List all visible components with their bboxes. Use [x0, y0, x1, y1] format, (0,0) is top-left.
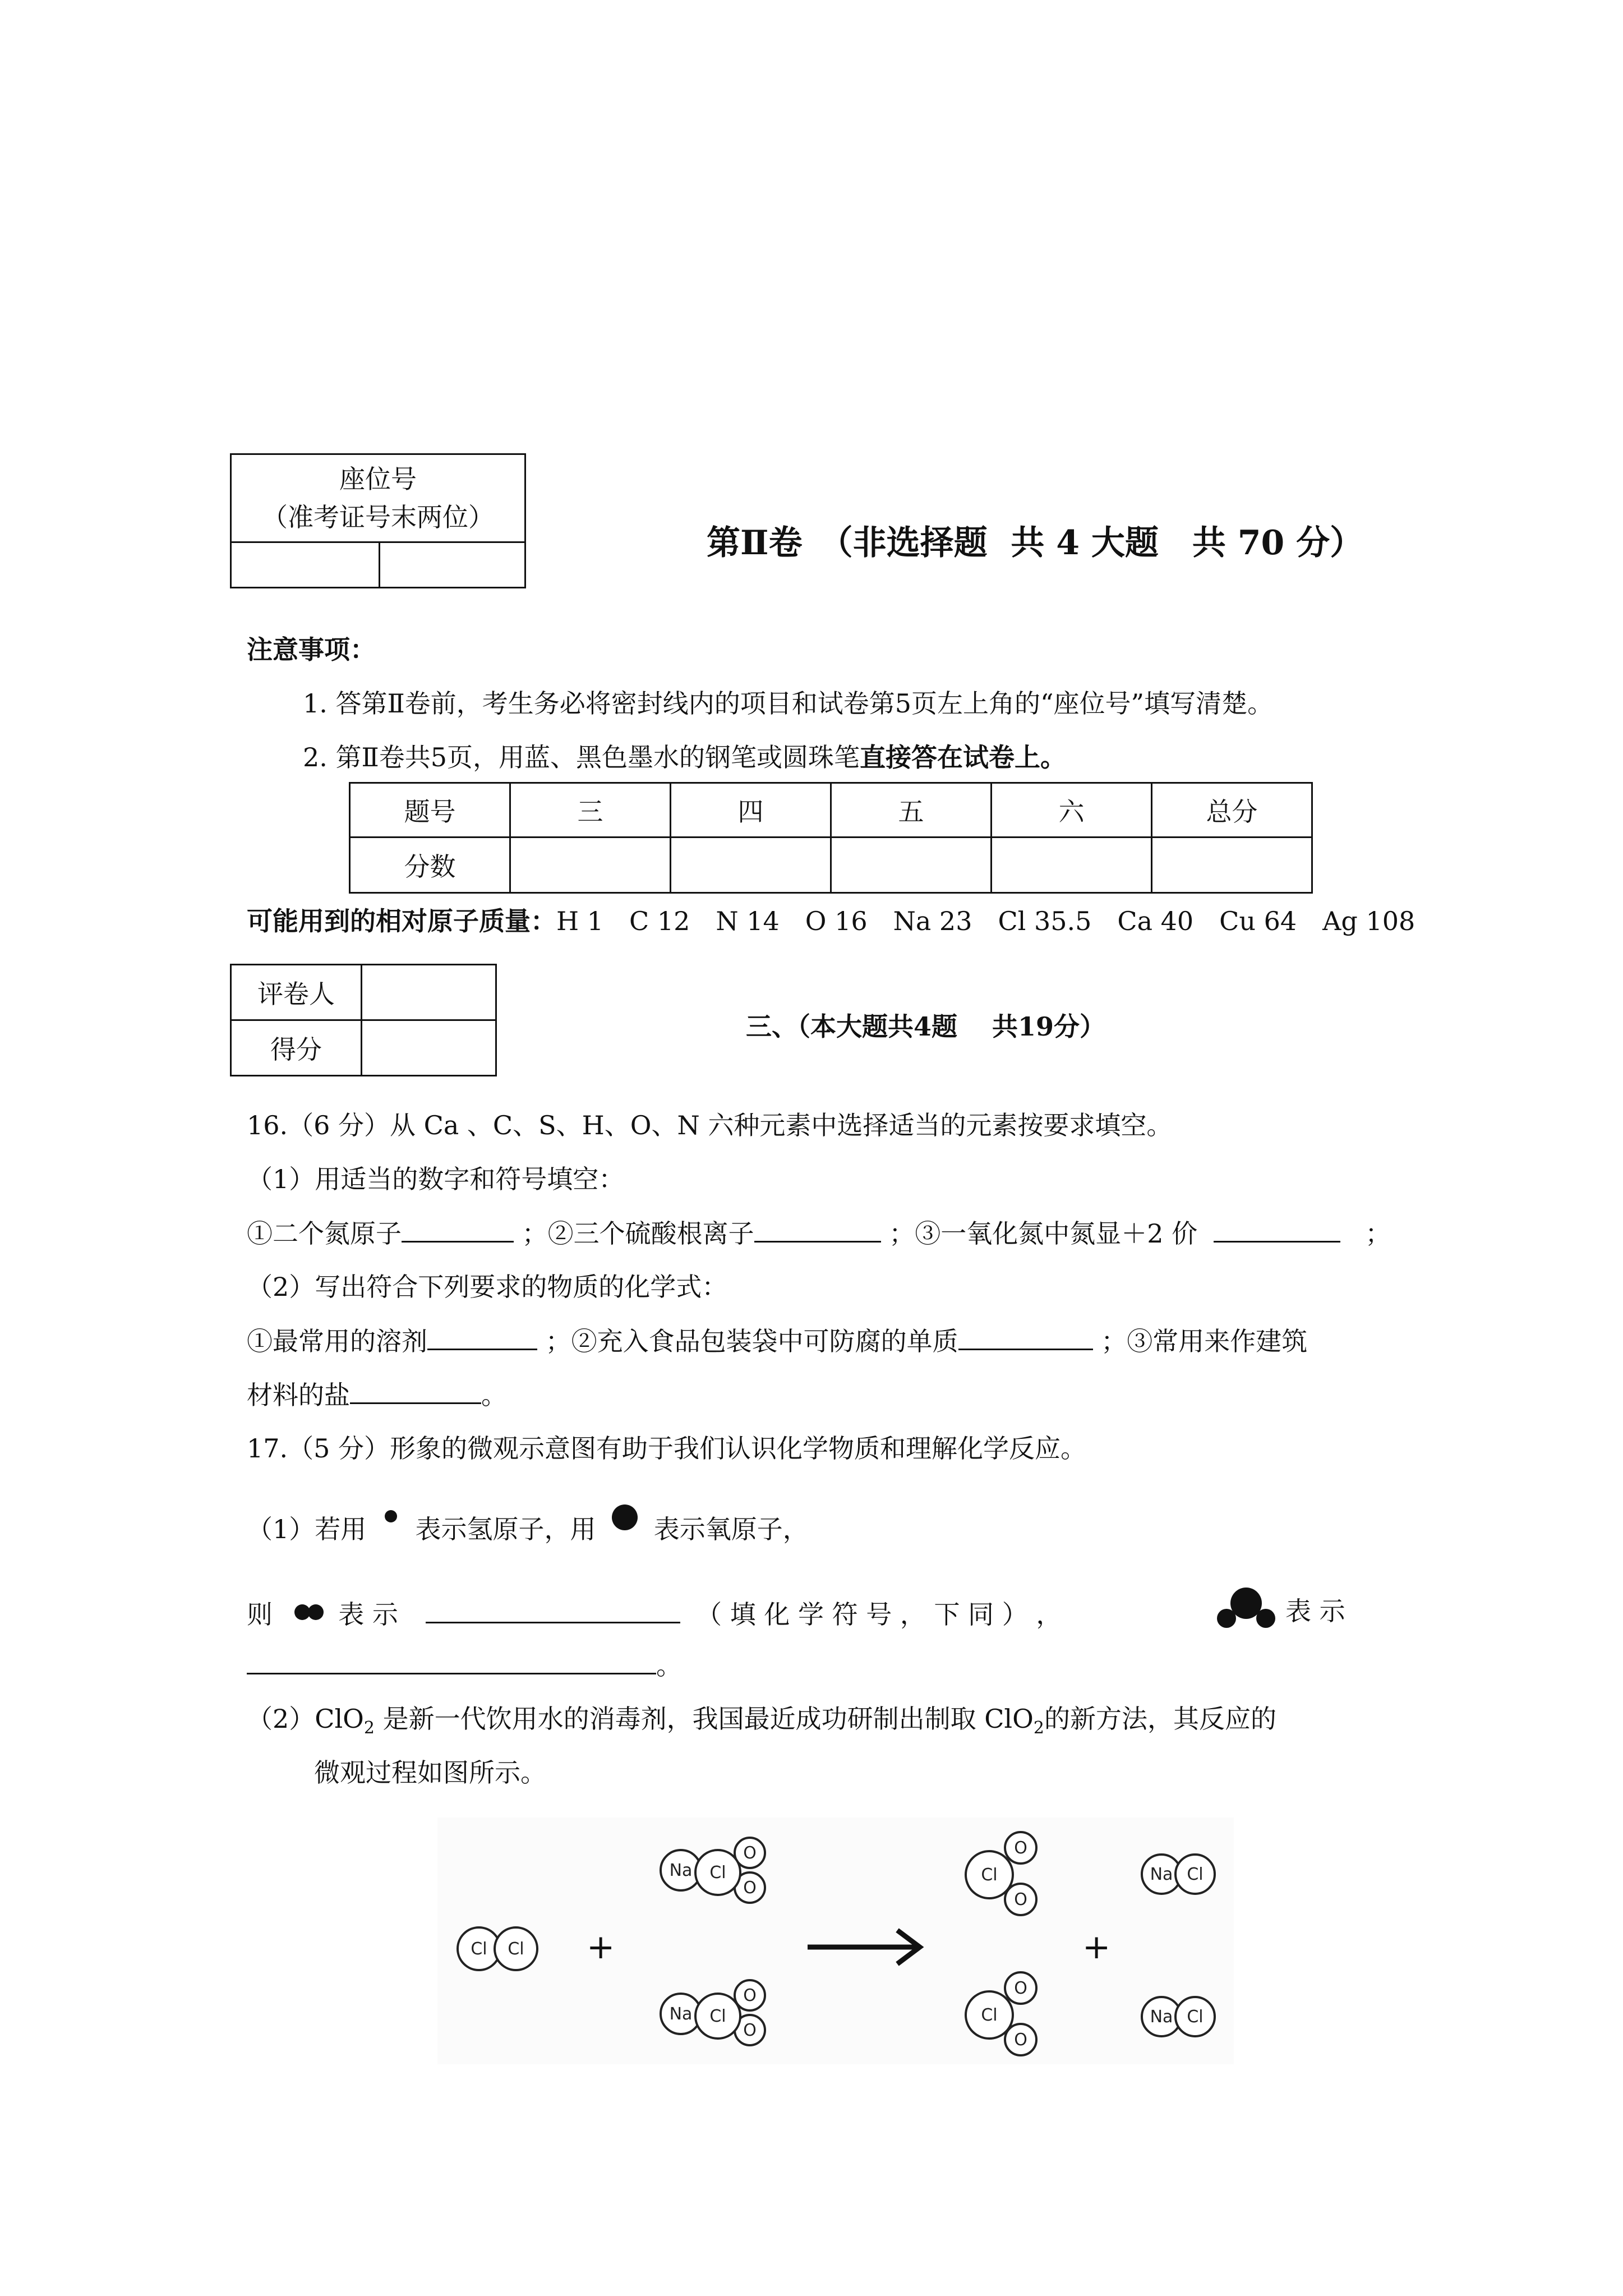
- plus-sign: +: [1082, 1927, 1111, 1967]
- reaction-diagram: [437, 1818, 1234, 2064]
- score-header-cell: 总分: [1152, 783, 1312, 838]
- score-header-cell: 题号: [350, 783, 510, 838]
- answer-blank[interactable]: [958, 1324, 1093, 1350]
- notes-heading: 注意事项：: [247, 634, 376, 665]
- q16-part1: （1）用适当的数字和符号填空：: [247, 1164, 625, 1194]
- cl-atom: Cl: [965, 1850, 1014, 1899]
- cl-atom: Cl: [965, 1990, 1014, 2040]
- score-header-cell: 六: [992, 783, 1152, 838]
- water-molecule-icon: [1212, 1588, 1274, 1632]
- score-row-label: 分数: [350, 838, 510, 893]
- q16-part2: （2）写出符合下列要求的物质的化学式：: [247, 1272, 728, 1302]
- score-label: 得分: [231, 1020, 362, 1076]
- answer-blank[interactable]: [754, 1216, 881, 1243]
- q17-part1-line: 则 表 示 （ 填 化 学 符 号 ， 下 同 ） ，: [247, 1594, 1380, 1631]
- volume-title: 第Ⅱ卷 （非选择题 共 4 大题 共 70 分）: [707, 523, 1364, 563]
- score-cell[interactable]: [671, 838, 831, 893]
- o-atom: O: [734, 2014, 766, 2046]
- score-header-cell: 五: [831, 783, 992, 838]
- q17-part2: （2）ClO$_2$ 是新一代饮用水的消毒剂，我国最近成功研制出制取 ClO$_2$的新方法，其反应的: [247, 1704, 1276, 1738]
- hydrogen-atom-icon: [385, 1510, 397, 1522]
- score-header-cell: 四: [671, 783, 831, 838]
- grader-field[interactable]: [362, 965, 496, 1020]
- q17-biaoshi-2: 表 示: [1285, 1596, 1345, 1626]
- na-atom: Na: [660, 1849, 702, 1892]
- grader-box: [230, 964, 497, 1076]
- answer-blank[interactable]: [402, 1216, 514, 1243]
- q17-part1-line2: 。: [247, 1648, 682, 1682]
- seat-box-subtitle: （准考证号末两位）: [262, 502, 494, 532]
- o-atom: O: [1004, 1883, 1038, 1916]
- q16-part2-line: ①最常用的溶剂 ；②充入食品包装袋中可防腐的单质 ；③常用来作建筑: [247, 1324, 1307, 1358]
- o-atom: O: [734, 1837, 766, 1869]
- score-header-cell: 三: [510, 783, 671, 838]
- atomic-masses: 可能用到的相对原子质量：H 1 C 12 N 14 O 16 Na 23 Cl 35.5 Ca 40 Cu 64 Ag 108: [247, 906, 1415, 936]
- score-cell[interactable]: [1152, 838, 1312, 893]
- hydrogen-molecule-icon: [294, 1594, 324, 1628]
- cl-atom: Cl: [457, 1926, 501, 1971]
- answer-blank[interactable]: [1214, 1216, 1340, 1243]
- q16-stem: 16.（6 分）从 Ca 、C、S、H、O、N 六种元素中选择适当的元素按要求填空。: [247, 1110, 1173, 1140]
- seat-digit-1[interactable]: [231, 542, 380, 588]
- q17-part1: （1）若用 表示氢原子，用 表示氧原子，: [247, 1504, 809, 1546]
- score-field[interactable]: [362, 1020, 496, 1076]
- cl-atom: Cl: [694, 1849, 741, 1896]
- o-atom: O: [1004, 1831, 1038, 1865]
- notes-item-2: 2. 第Ⅱ卷共5页，用蓝、黑色墨水的钢笔或圆珠笔直接答在试卷上。: [303, 742, 1067, 772]
- q16-part2-line2: 材料的盐 。: [247, 1378, 507, 1412]
- score-cell[interactable]: [831, 838, 992, 893]
- oxygen-atom-icon: [612, 1504, 638, 1530]
- score-cell[interactable]: [510, 838, 671, 893]
- reaction-arrow-icon: [808, 1927, 925, 1967]
- cl-atom: Cl: [694, 1993, 741, 2040]
- o-atom: O: [1004, 2023, 1038, 2056]
- seat-number-box: [230, 453, 526, 588]
- na-atom: Na: [660, 1993, 702, 2035]
- na-atom: Na: [1141, 1853, 1182, 1895]
- notes-item-1: 1. 答第Ⅱ卷前，考生务必将密封线内的项目和试卷第5页左上角的“座位号”填写清楚。: [303, 688, 1274, 719]
- plus-sign: +: [587, 1927, 615, 1967]
- grader-label: 评卷人: [231, 965, 362, 1020]
- cl-atom: Cl: [494, 1926, 538, 1971]
- score-table: [349, 782, 1313, 894]
- section-title: 三、（本大题共4题 共19分）: [746, 1011, 1106, 1042]
- na-atom: Na: [1141, 1996, 1182, 2037]
- answer-blank[interactable]: [247, 1648, 656, 1674]
- answer-blank[interactable]: [350, 1378, 481, 1404]
- o-atom: O: [734, 1979, 766, 2012]
- score-cell[interactable]: [992, 838, 1152, 893]
- cl-atom: Cl: [1174, 1996, 1216, 2037]
- seat-digit-2[interactable]: [380, 542, 525, 588]
- o-atom: O: [1004, 1971, 1038, 2005]
- o-atom: O: [734, 1871, 766, 1904]
- seat-box-title: 座位号: [339, 464, 417, 494]
- answer-blank[interactable]: [427, 1324, 537, 1350]
- q17-stem: 17.（5 分）形象的微观示意图有助于我们认识化学物质和理解化学反应。: [247, 1433, 1087, 1464]
- answer-blank[interactable]: [426, 1597, 680, 1623]
- q16-part1-line: ①二个氮原子 ；②三个硫酸根离子 ；③一氧化氮中氮显＋2 价 ；: [247, 1216, 1391, 1250]
- q17-part2-line2: 微观过程如图所示。: [314, 1757, 546, 1788]
- cl-atom: Cl: [1174, 1853, 1216, 1895]
